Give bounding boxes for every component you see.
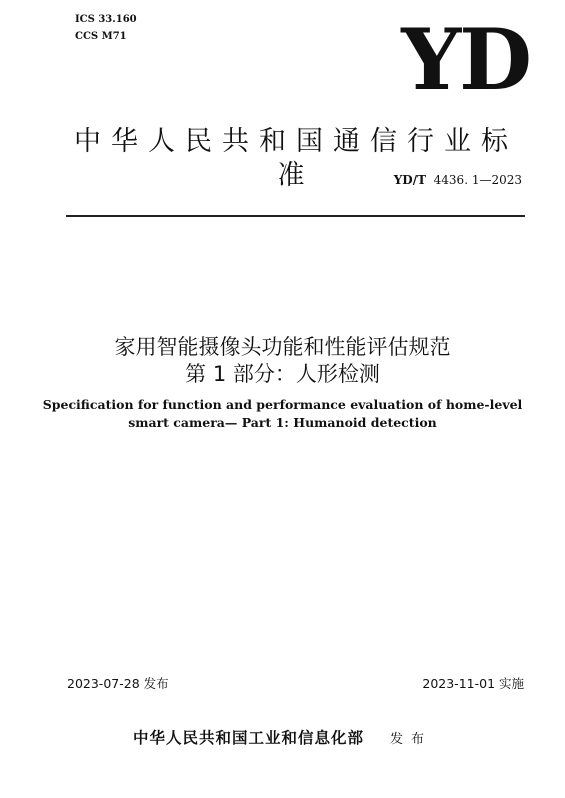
standard-code-prefix: YD/T	[393, 173, 427, 187]
header-divider	[66, 215, 525, 217]
ccs-code: CCS M71	[75, 31, 127, 42]
title-chinese-line-2: 第 1 部分：人形检测	[185, 362, 380, 386]
title-chinese-line-1: 家用智能摄像头功能和性能评估规范	[114, 335, 451, 359]
ics-code: ICS 33.160	[75, 14, 137, 25]
issue-date: 2023-07-28 发布	[67, 676, 169, 691]
issuing-authority	[0, 728, 565, 750]
ministry-name: 中华人民共和国工业和信息化部	[132, 728, 364, 747]
standard-code	[300, 172, 522, 188]
standard-code-number: 4436. 1—2023	[433, 173, 522, 187]
title-english-line-2: smart camera— Part 1: Humanoid detection	[128, 415, 437, 430]
title-english-line-1: Specification for function and performance evaluation of home-level	[42, 397, 523, 412]
standard-type-heading: 中华人民共和国通信行业标准	[74, 126, 518, 191]
publish-label: 发布	[390, 732, 433, 747]
yd-logo: YD	[401, 10, 530, 109]
implementation-date: 2023-11-01 实施	[422, 676, 524, 691]
